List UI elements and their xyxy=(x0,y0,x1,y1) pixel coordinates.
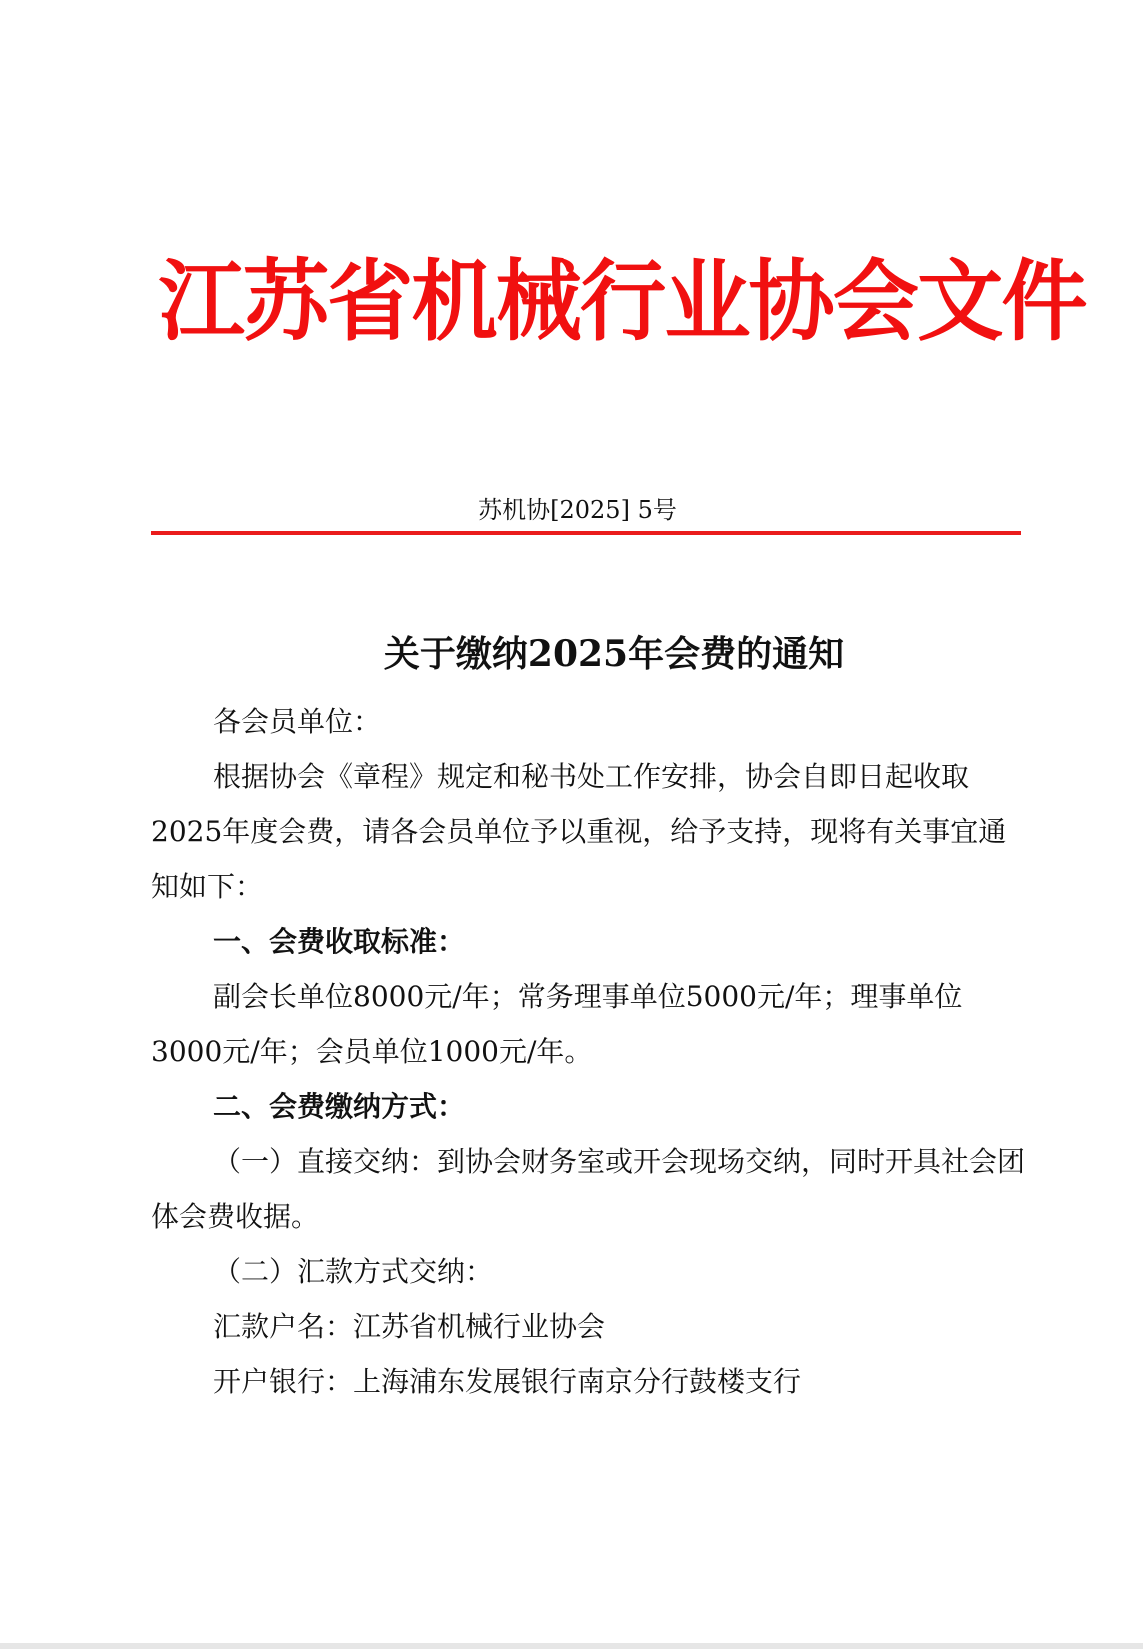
section2-heading: 二、会费缴纳方式： xyxy=(213,1090,466,1123)
page-bottom-edge xyxy=(0,1643,1143,1649)
salutation: 各会员单位： xyxy=(213,705,382,738)
intro-paragraph: 根据协会《章程》规定和秘书处工作安排，协会自即日起收取2025年度会费，请各会员单位予以重视，给予支持，现将有关事宜通知如下： xyxy=(151,760,1007,903)
document-number: 苏机协[2025] 5号 xyxy=(478,496,677,524)
section1-text: 副会长单位8000元/年；常务理事单位5000元/年；理事单位3000元/年；会员单位1000元/年。 xyxy=(151,980,963,1068)
section2-item2: （二）汇款方式交纳： xyxy=(213,1255,494,1288)
account-name: 汇款户名：江苏省机械行业协会 xyxy=(213,1310,606,1343)
section2-item1: （一）直接交纳：到协会财务室或开会现场交纳，同时开具社会团体会费收据。 xyxy=(151,1145,1026,1233)
masthead-title: 江苏省机械行业协会文件 xyxy=(158,249,1086,353)
notice-body xyxy=(151,694,1031,1409)
section1-heading: 一、会费收取标准： xyxy=(213,925,466,958)
red-divider xyxy=(151,531,1021,535)
bank-name: 开户银行：上海浦东发展银行南京分行鼓楼支行 xyxy=(213,1365,802,1398)
notice-title: 关于缴纳2025年会费的通知 xyxy=(383,633,845,675)
